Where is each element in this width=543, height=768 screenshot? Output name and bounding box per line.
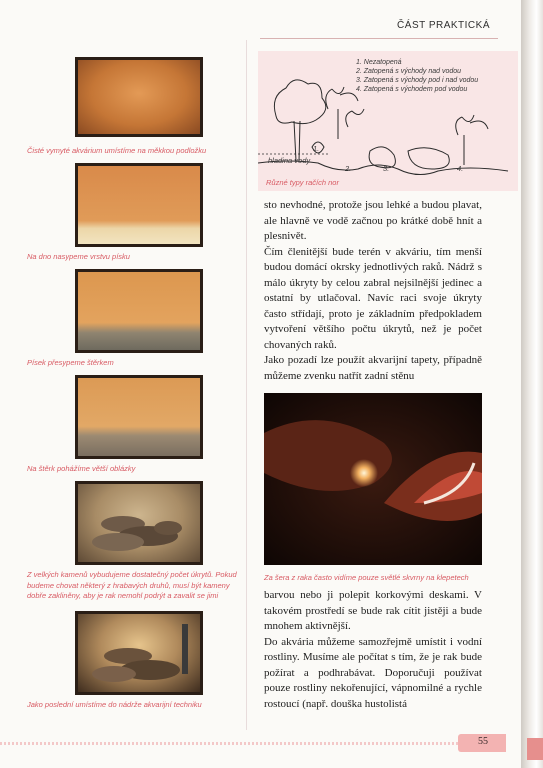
diagram-legend [356, 58, 506, 94]
paragraph: Jako pozadí lze použít akvarijní tapety, případně můžeme zvenku natřít zadní stěnu [264, 354, 482, 382]
header-rule [260, 38, 498, 39]
body-text-bottom [264, 588, 482, 712]
footer-rule [0, 742, 460, 745]
thumb-tab [527, 738, 543, 760]
legend-item-1: 1. Nezatopená [356, 59, 402, 66]
stone-caves-shape [78, 484, 200, 562]
burrow-number-3: 3. [383, 164, 390, 173]
equipment-shape [78, 614, 200, 692]
legend-item-2: 2. Zatopená s východy nad vodou [356, 68, 462, 75]
step-photo-1 [75, 57, 203, 137]
legend-item-3: 3. Zatopená s východy pod i nad vodou [356, 77, 479, 84]
crab-photo [264, 393, 482, 565]
water-level-label: hladina vody [268, 156, 311, 165]
legend-item-4: 4. Zatopená s východem pod vodou [356, 86, 468, 93]
step-photo-5 [75, 481, 203, 565]
paragraph: barvou nebo ji polepit korkovými deskami. V takovém prostředí se bude rak cítit jistěji a bude mnohem aktivnější. [264, 589, 482, 632]
column-divider [246, 40, 247, 730]
burrow-number-1: 1. [313, 144, 320, 153]
step-caption-1: Čisté vymyté akvárium umístíme na měkkou podložku [27, 146, 207, 155]
step-photo-4 [75, 375, 203, 459]
step-photo-3 [75, 269, 203, 353]
step-photo-6 [75, 611, 203, 695]
body-text-top [264, 198, 482, 384]
paragraph: Do akvária můžeme samozřejmě umístit i vodní rostliny. Musíme ale počítat s tím, že je rak bude požírat a podhrabávat. Doporučuji používat pouze rostliny nekořenující, vápnomilné a rychle rostoucí (např. douška hustolistá [264, 635, 482, 710]
step-caption-3: Písek přesypeme štěrkem [27, 358, 114, 367]
book-spine [521, 0, 543, 768]
section-title: ČÁST PRAKTICKÁ [397, 20, 490, 31]
paragraph: sto nevhodné, protože jsou lehké a budou plavat, ale hlavně ve vodě začnou po krátké době hnít a plesnivět. [264, 199, 482, 242]
step-photo-2 [75, 163, 203, 247]
burrow-number-4: 4. [457, 164, 464, 173]
crab-photo-caption: Za šera z raka často vidíme pouze světlé skvrny na klepetech [264, 573, 469, 582]
step-caption-4: Na štěrk pohážíme větší oblázky [27, 464, 136, 473]
step-caption-5: Z velkých kamenů vybudujeme dostatečný počet úkrytů. Pokud budeme chovat některý z hrabavých druhů, musí být kameny dobře zakliněny, aby je rak nemohl podrýt a zavalit se jimi [27, 570, 237, 600]
burrow-number-2: 2. [345, 164, 352, 173]
diagram-caption: Různé typy račích nor [266, 178, 339, 187]
step-caption-6: Jako poslední umístíme do nádrže akvarijní techniku [27, 700, 202, 709]
crab-photo-drawing [264, 393, 482, 565]
page-number: 55 [478, 736, 488, 747]
step-caption-2: Na dno nasypeme vrstvu písku [27, 252, 130, 261]
paragraph: Čím členitější bude terén v akváriu, tím menší budou domácí okrsky jednotlivých raků. Nádrž s málo úkryty by celou zabral nejsilnější jedinec a ostatní by utlačoval. Navíc raci svoje úkryty často střídají, proto je základním předpokladem vytvoření většího počtu úkrytů, než je počet chovaných raků. [264, 245, 482, 351]
